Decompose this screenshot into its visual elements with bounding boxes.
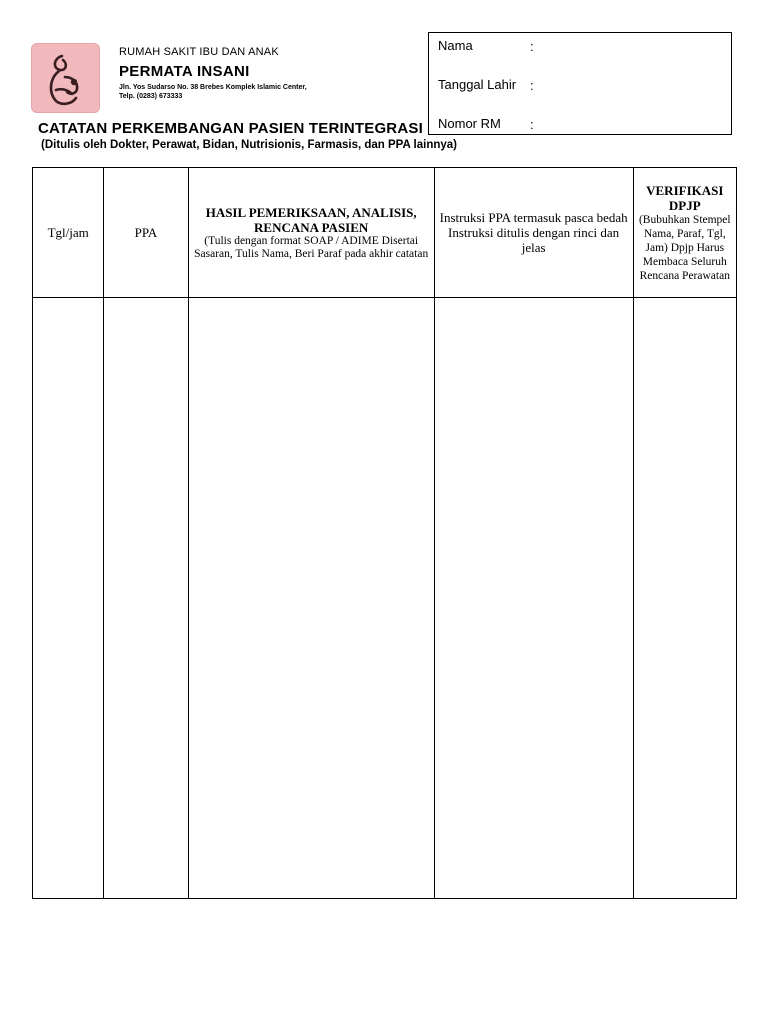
cell-date-time[interactable] bbox=[33, 298, 104, 899]
header-instructions-line1: Instruksi PPA termasuk pasca bedah bbox=[439, 210, 628, 225]
cell-verification[interactable] bbox=[633, 298, 736, 899]
name-field-colon[interactable]: : bbox=[530, 39, 534, 54]
hospital-name: PERMATA INSANI bbox=[119, 63, 250, 80]
progress-notes-table bbox=[32, 167, 737, 899]
header-assessment bbox=[188, 168, 434, 298]
table-row bbox=[33, 298, 737, 899]
header-verification bbox=[633, 168, 736, 298]
header-assessment-note: (Tulis dengan format SOAP / ADIME Disertai Sasaran, Tulis Nama, Beri Paraf pada akhir catatan bbox=[194, 234, 429, 260]
form-subtitle: (Ditulis oleh Dokter, Perawat, Bidan, Nutrisionis, Farmasis, dan PPA lainnya) bbox=[41, 139, 458, 151]
mother-child-logo-icon bbox=[32, 44, 99, 112]
cell-assessment[interactable] bbox=[188, 298, 434, 899]
header-instructions-line2: Instruksi ditulis dengan rinci dan jelas bbox=[448, 225, 620, 255]
hospital-logo bbox=[31, 43, 100, 113]
header-instructions bbox=[434, 168, 633, 298]
mrn-field-label: Nomor RM bbox=[438, 116, 501, 131]
mrn-field-colon[interactable]: : bbox=[530, 117, 534, 132]
hospital-type: RUMAH SAKIT IBU DAN ANAK bbox=[119, 46, 279, 58]
hospital-phone: Telp. (0283) 673333 bbox=[119, 93, 183, 100]
header-assessment-title: HASIL PEMERIKSAAN, ANALISIS, RENCANA PASIEN bbox=[205, 204, 417, 235]
table-header-row bbox=[33, 168, 737, 298]
form-title: CATATAN PERKEMBANGAN PASIEN TERINTEGRASI bbox=[38, 120, 423, 137]
cell-instructions[interactable] bbox=[434, 298, 633, 899]
name-field-label: Nama bbox=[438, 38, 473, 53]
patient-id-box bbox=[428, 32, 732, 135]
header-verification-title: VERIFIKASI DPJP bbox=[646, 182, 724, 213]
header-verification-note: (Bubuhkan Stempel Nama, Paraf, Tgl, Jam) Dpjp Harus Membaca Seluruh Rencana Perawatan bbox=[638, 213, 731, 282]
hospital-address: Jln. Yos Sudarso No. 38 Brebes Komplek Islamic Center, bbox=[119, 84, 307, 91]
header-date-time: Tgl/jam bbox=[33, 168, 104, 298]
birthdate-field-label: Tanggal Lahir bbox=[438, 77, 517, 92]
cell-ppa[interactable] bbox=[104, 298, 188, 899]
header-ppa: PPA bbox=[104, 168, 188, 298]
birthdate-field-colon[interactable]: : bbox=[530, 78, 534, 93]
